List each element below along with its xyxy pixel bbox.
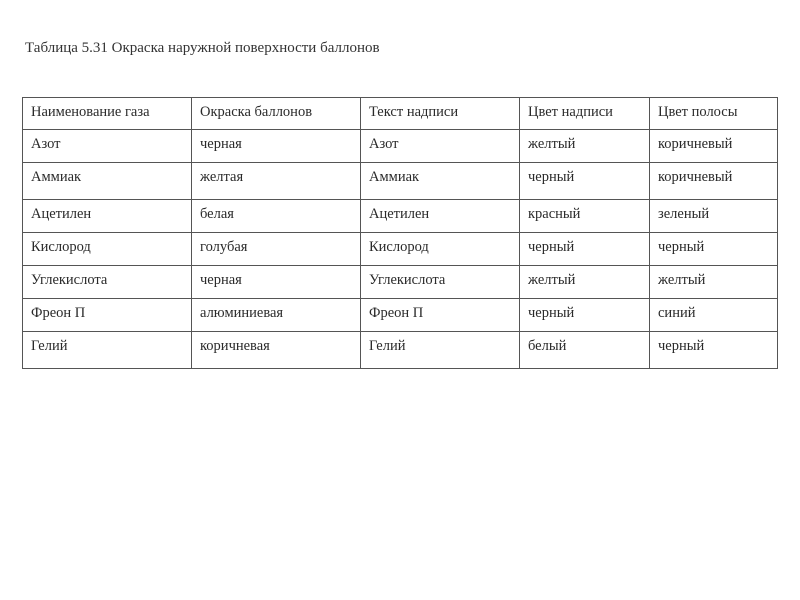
table-row — [23, 130, 778, 163]
header-inscription-color: Цвет надписи — [520, 98, 650, 130]
cell-cylinder-color: черная — [192, 130, 361, 163]
table-header-row — [23, 98, 778, 130]
cell-gas-name: Ацетилен — [23, 200, 192, 233]
cell-cylinder-color: черная — [192, 266, 361, 299]
cell-stripe-color: коричневый — [650, 163, 778, 200]
table-row — [23, 233, 778, 266]
cell-inscription-text: Гелий — [361, 332, 520, 369]
cell-inscription-color: красный — [520, 200, 650, 233]
cell-inscription-text: Азот — [361, 130, 520, 163]
cell-inscription-text: Аммиак — [361, 163, 520, 200]
header-inscription-text: Текст надписи — [361, 98, 520, 130]
cell-inscription-color: черный — [520, 163, 650, 200]
cell-cylinder-color: алюминиевая — [192, 299, 361, 332]
table-row — [23, 266, 778, 299]
cell-cylinder-color: желтая — [192, 163, 361, 200]
table-row — [23, 299, 778, 332]
cell-stripe-color: зеленый — [650, 200, 778, 233]
table-row — [23, 200, 778, 233]
cell-cylinder-color: коричневая — [192, 332, 361, 369]
cell-inscription-text: Кислород — [361, 233, 520, 266]
table-row — [23, 332, 778, 369]
table-row — [23, 163, 778, 200]
header-gas-name: Наименование газа — [23, 98, 192, 130]
cell-gas-name: Гелий — [23, 332, 192, 369]
cell-inscription-text: Фреон П — [361, 299, 520, 332]
cell-inscription-color: белый — [520, 332, 650, 369]
cell-inscription-text: Углекислота — [361, 266, 520, 299]
cell-cylinder-color: голубая — [192, 233, 361, 266]
cell-gas-name: Аммиак — [23, 163, 192, 200]
cell-gas-name: Углекислота — [23, 266, 192, 299]
cell-stripe-color: черный — [650, 332, 778, 369]
cell-inscription-color: черный — [520, 233, 650, 266]
cell-inscription-text: Ацетилен — [361, 200, 520, 233]
cell-inscription-color: черный — [520, 299, 650, 332]
cell-gas-name: Кислород — [23, 233, 192, 266]
cell-cylinder-color: белая — [192, 200, 361, 233]
cell-inscription-color: желтый — [520, 130, 650, 163]
gas-cylinder-color-table — [22, 97, 778, 369]
cell-gas-name: Фреон П — [23, 299, 192, 332]
cell-stripe-color: черный — [650, 233, 778, 266]
cell-stripe-color: синий — [650, 299, 778, 332]
header-cylinder-color: Окраска баллонов — [192, 98, 361, 130]
cell-gas-name: Азот — [23, 130, 192, 163]
cell-stripe-color: коричневый — [650, 130, 778, 163]
header-stripe-color: Цвет полосы — [650, 98, 778, 130]
table-caption: Таблица 5.31 Окраска наружной поверхности баллонов — [25, 40, 380, 56]
cell-stripe-color: желтый — [650, 266, 778, 299]
cell-inscription-color: желтый — [520, 266, 650, 299]
